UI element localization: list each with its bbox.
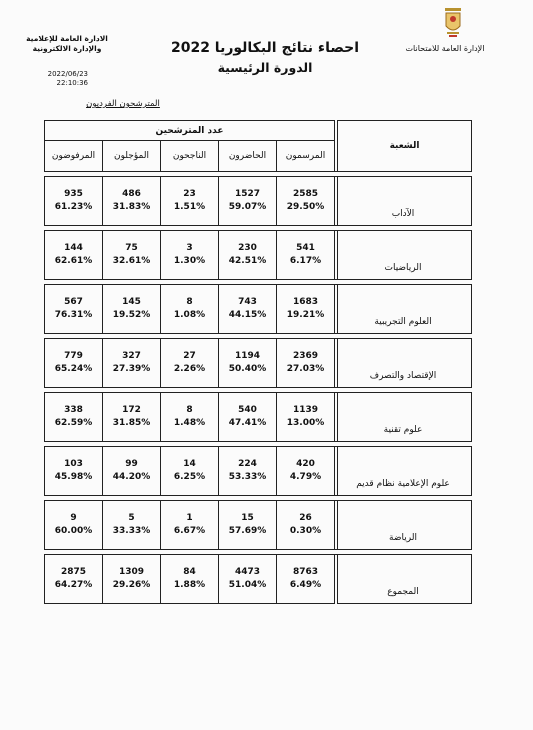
cell-percent: 19.52%	[112, 310, 151, 320]
column-gap	[335, 121, 338, 172]
table-row	[45, 339, 472, 388]
tunisia-coat-of-arms-icon	[438, 6, 468, 40]
data-cell	[219, 231, 277, 280]
cell-count: 14	[183, 459, 196, 469]
cell-percent: 4.79%	[289, 472, 322, 482]
cell-percent: 1.48%	[173, 418, 206, 428]
cell-percent: 1.88%	[173, 580, 206, 590]
cell-percent: 59.07%	[228, 202, 267, 212]
cell-count: 1139	[292, 405, 319, 415]
data-cell	[45, 555, 103, 604]
cell-percent: 50.40%	[228, 364, 267, 374]
data-cell	[219, 285, 277, 334]
cell-percent: 42.51%	[228, 256, 267, 266]
cell-percent: 6.49%	[289, 580, 322, 590]
data-cell	[161, 177, 219, 226]
data-cell	[161, 339, 219, 388]
data-cell	[45, 501, 103, 550]
cell-count: 3	[186, 243, 193, 253]
cell-count: 99	[125, 459, 138, 469]
table-row	[45, 501, 472, 550]
data-cell	[277, 231, 335, 280]
time-label: 22:10:36	[56, 79, 88, 87]
page-subtitle: الدورة الرئيسية	[217, 60, 313, 75]
cell-count: 84	[183, 567, 196, 577]
data-cell	[161, 285, 219, 334]
cell-percent: 0.30%	[289, 526, 322, 536]
left-org-line2: والإدارة الالكترونية	[32, 44, 102, 53]
column-header: المرسمون	[277, 141, 335, 172]
cell-count: 4473	[234, 567, 261, 577]
data-cell	[103, 393, 161, 442]
cell-percent: 29.50%	[286, 202, 325, 212]
cell-count: 26	[299, 513, 312, 523]
cell-percent: 29.26%	[112, 580, 151, 590]
cell-percent: 31.85%	[112, 418, 151, 428]
cell-percent: 27.39%	[112, 364, 151, 374]
data-cell	[103, 231, 161, 280]
group-header: عدد المترشحين	[45, 121, 335, 141]
data-cell	[277, 447, 335, 496]
cell-count: 541	[296, 243, 315, 253]
page-title: احصاء نتائج البكالوريا 2022	[170, 40, 360, 56]
data-cell	[103, 447, 161, 496]
cell-percent: 1.08%	[173, 310, 206, 320]
data-cell	[161, 393, 219, 442]
column-gap	[335, 393, 338, 442]
cell-count: 327	[122, 351, 141, 361]
data-cell	[103, 555, 161, 604]
table-row	[45, 285, 472, 334]
data-cell	[161, 501, 219, 550]
date-label: 2022/06/23	[47, 70, 88, 78]
data-cell	[161, 555, 219, 604]
column-gap	[335, 339, 338, 388]
cell-percent: 6.17%	[289, 256, 322, 266]
data-cell	[45, 339, 103, 388]
cell-count: 2875	[60, 567, 87, 577]
table-row	[45, 447, 472, 496]
data-cell	[277, 555, 335, 604]
cell-percent: 60.00%	[54, 526, 93, 536]
cell-count: 743	[238, 297, 257, 307]
cell-percent: 65.24%	[54, 364, 93, 374]
data-cell	[45, 285, 103, 334]
column-header: المرفوضون	[45, 141, 103, 172]
cell-count: 486	[122, 189, 141, 199]
branch-header: الشعبة	[338, 121, 472, 172]
cell-count: 75	[125, 243, 138, 253]
cell-percent: 27.03%	[286, 364, 325, 374]
cell-percent: 13.00%	[286, 418, 325, 428]
data-cell	[219, 447, 277, 496]
cell-percent: 1.30%	[173, 256, 206, 266]
cell-percent: 47.41%	[228, 418, 267, 428]
data-cell	[45, 177, 103, 226]
section-title: المترشحون الفرديون	[86, 99, 160, 109]
column-gap	[335, 285, 338, 334]
cell-count: 8	[186, 405, 193, 415]
cell-percent: 76.31%	[54, 310, 93, 320]
cell-count: 23	[183, 189, 196, 199]
column-gap	[335, 501, 338, 550]
cell-count: 935	[64, 189, 83, 199]
cell-count: 230	[238, 243, 257, 253]
branch-name: الإقتصاد والتصرف	[338, 339, 472, 388]
cell-percent: 44.15%	[228, 310, 267, 320]
cell-percent: 6.67%	[173, 526, 206, 536]
data-cell	[103, 339, 161, 388]
cell-count: 2369	[292, 351, 319, 361]
data-cell	[219, 555, 277, 604]
column-gap	[335, 555, 338, 604]
data-cell	[161, 231, 219, 280]
cell-count: 1309	[118, 567, 145, 577]
branch-name: الآداب	[338, 177, 472, 226]
results-table	[44, 120, 472, 604]
left-org-label	[8, 34, 126, 54]
data-cell	[277, 393, 335, 442]
cell-count: 1194	[234, 351, 261, 361]
data-cell	[45, 231, 103, 280]
cell-count: 27	[183, 351, 196, 361]
cell-count: 1683	[292, 297, 319, 307]
cell-percent: 45.98%	[54, 472, 93, 482]
cell-percent: 2.26%	[173, 364, 206, 374]
data-cell	[45, 393, 103, 442]
cell-percent: 19.21%	[286, 310, 325, 320]
cell-percent: 62.61%	[54, 256, 93, 266]
data-cell	[103, 285, 161, 334]
cell-percent: 44.20%	[112, 472, 151, 482]
cell-count: 103	[64, 459, 83, 469]
cell-percent: 31.83%	[112, 202, 151, 212]
column-header: الحاضرون	[219, 141, 277, 172]
table-row	[45, 231, 472, 280]
cell-percent: 33.33%	[112, 526, 151, 536]
cell-count: 224	[238, 459, 257, 469]
cell-count: 8763	[292, 567, 319, 577]
data-cell	[277, 501, 335, 550]
table-row	[45, 393, 472, 442]
data-cell	[103, 501, 161, 550]
timestamp	[28, 70, 88, 88]
column-header: المؤجلون	[103, 141, 161, 172]
data-cell	[219, 501, 277, 550]
data-cell	[219, 393, 277, 442]
cell-count: 540	[238, 405, 257, 415]
cell-percent: 32.61%	[112, 256, 151, 266]
column-header: الناجحون	[161, 141, 219, 172]
cell-count: 338	[64, 405, 83, 415]
data-cell	[277, 285, 335, 334]
cell-percent: 64.27%	[54, 580, 93, 590]
cell-percent: 61.23%	[54, 202, 93, 212]
data-cell	[219, 339, 277, 388]
data-cell	[45, 447, 103, 496]
cell-percent: 6.25%	[173, 472, 206, 482]
cell-count: 2585	[292, 189, 319, 199]
branch-name: علوم الإعلامية نظام قديم	[338, 447, 472, 496]
cell-count: 145	[122, 297, 141, 307]
table-row	[45, 555, 472, 604]
cell-count: 779	[64, 351, 83, 361]
cell-percent: 57.69%	[228, 526, 267, 536]
cell-count: 144	[64, 243, 83, 253]
branch-name: العلوم التجريبية	[338, 285, 472, 334]
data-cell	[277, 339, 335, 388]
branch-name: علوم تقنية	[338, 393, 472, 442]
cell-count: 15	[241, 513, 254, 523]
cell-percent: 53.33%	[228, 472, 267, 482]
column-gap	[335, 177, 338, 226]
cell-percent: 51.04%	[228, 580, 267, 590]
cell-percent: 62.59%	[54, 418, 93, 428]
cell-count: 9	[70, 513, 77, 523]
cell-count: 420	[296, 459, 315, 469]
column-gap	[335, 231, 338, 280]
cell-percent: 1.51%	[173, 202, 206, 212]
cell-count: 567	[64, 297, 83, 307]
data-cell	[161, 447, 219, 496]
cell-count: 5	[128, 513, 135, 523]
cell-count: 1	[186, 513, 193, 523]
cell-count: 1527	[234, 189, 261, 199]
table-row	[45, 177, 472, 226]
column-gap	[335, 447, 338, 496]
left-org-line1: الادارة العامة للإعلامية	[26, 34, 108, 43]
cell-count: 172	[122, 405, 141, 415]
right-org-label: الإدارة العامة للامتحانات	[405, 44, 485, 53]
cell-count: 8	[186, 297, 193, 307]
data-cell	[219, 177, 277, 226]
data-cell	[103, 177, 161, 226]
data-cell	[277, 177, 335, 226]
branch-name: المجموع	[338, 555, 472, 604]
branch-name: الرياضة	[338, 501, 472, 550]
branch-name: الرياضيات	[338, 231, 472, 280]
